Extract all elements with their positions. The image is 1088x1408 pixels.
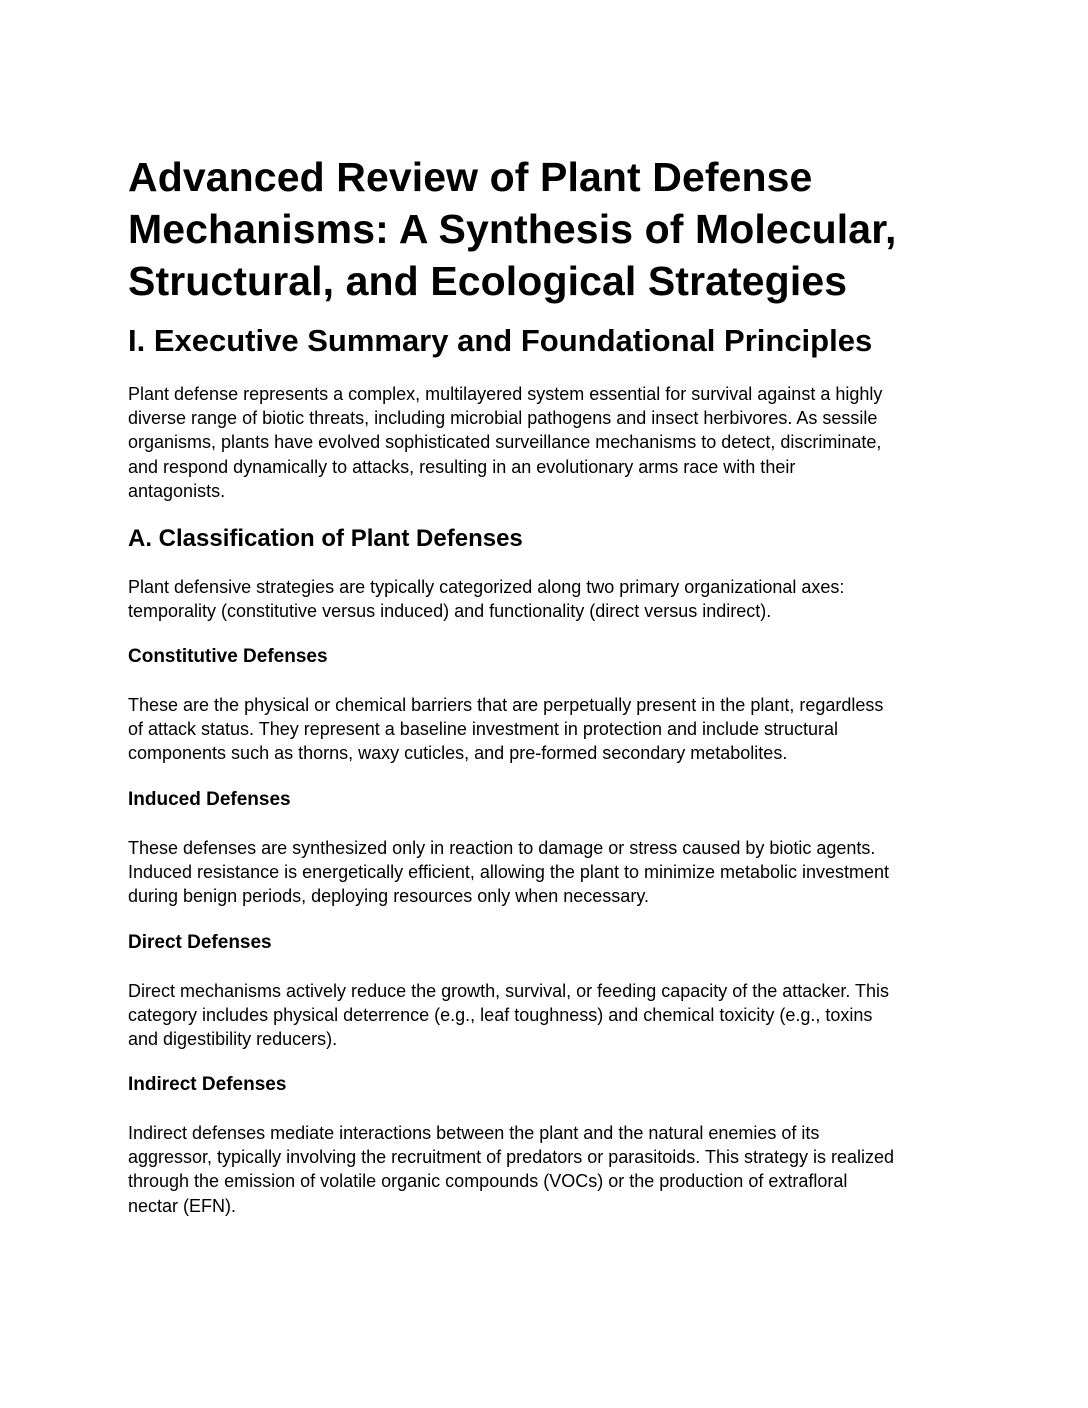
text-line: during benign periods, deploying resources only when necessary. (128, 886, 649, 907)
heading-direct-defenses: Direct Defenses (128, 932, 272, 953)
text-line: Plant defense represents a complex, multilayered system essential for survival against a highly (128, 384, 883, 404)
paragraph-induced-defenses (128, 836, 968, 909)
text-line: These defenses are synthesized only in reaction to damage or stress caused by biotic agents. (128, 838, 876, 858)
section-heading-executive-summary: I. Executive Summary and Foundational Principles (128, 323, 873, 358)
heading-constitutive-defenses: Constitutive Defenses (128, 646, 328, 667)
text-line: and digestibility reducers). (128, 1029, 338, 1050)
paragraph-executive-summary (128, 382, 968, 503)
paragraph-classification (128, 575, 968, 623)
heading-induced-defenses: Induced Defenses (128, 789, 291, 810)
text-line: components such as thorns, waxy cuticles, and pre-formed secondary metabolites. (128, 743, 788, 764)
text-line: Induced resistance is energetically efficient, allowing the plant to minimize metabolic investment (128, 862, 890, 883)
text-line: organisms, plants have evolved sophisticated surveillance mechanisms to detect, discriminate, (128, 432, 882, 453)
document-title: Advanced Review of Plant Defense Mechanisms: A Synthesis of Molecular, Structural, and Ecological Strategies (128, 154, 897, 304)
text-line: Indirect defenses mediate interactions between the plant and the natural enemies of its (128, 1123, 820, 1143)
subsection-heading-classification: A. Classification of Plant Defenses (128, 525, 523, 552)
text-line: nectar (EFN). (128, 1195, 237, 1216)
text-line: Direct mechanisms actively reduce the growth, survival, or feeding capacity of the attacker. This (128, 981, 890, 1001)
text-line: of attack status. They represent a baseline investment in protection and include structural (128, 719, 839, 740)
text-line: diverse range of biotic threats, including microbial pathogens and insect herbivores. As sessile (128, 408, 878, 429)
text-line: temporality (constitutive versus induced) and functionality (direct versus indirect). (128, 601, 772, 622)
paragraph-indirect-defenses (128, 1121, 968, 1218)
text-line: and respond dynamically to attacks, resulting in an evolutionary arms race with their (128, 456, 796, 477)
paragraph-constitutive-defenses (128, 693, 968, 766)
heading-indirect-defenses: Indirect Defenses (128, 1074, 287, 1095)
text-line: through the emission of volatile organic compounds (VOCs) or the production of extrafloral (128, 1171, 848, 1192)
paragraph-direct-defenses (128, 979, 968, 1052)
text-line: aggressor, typically involving the recruitment of predators or parasitoids. This strategy is realized (128, 1147, 895, 1168)
text-line: antagonists. (128, 480, 226, 501)
text-line: Plant defensive strategies are typically categorized along two primary organizational axes: (128, 577, 845, 597)
text-line: These are the physical or chemical barriers that are perpetually present in the plant, regardless (128, 695, 884, 715)
text-line: category includes physical deterrence (e.g., leaf toughness) and chemical toxicity (e.g., toxins (128, 1005, 873, 1026)
